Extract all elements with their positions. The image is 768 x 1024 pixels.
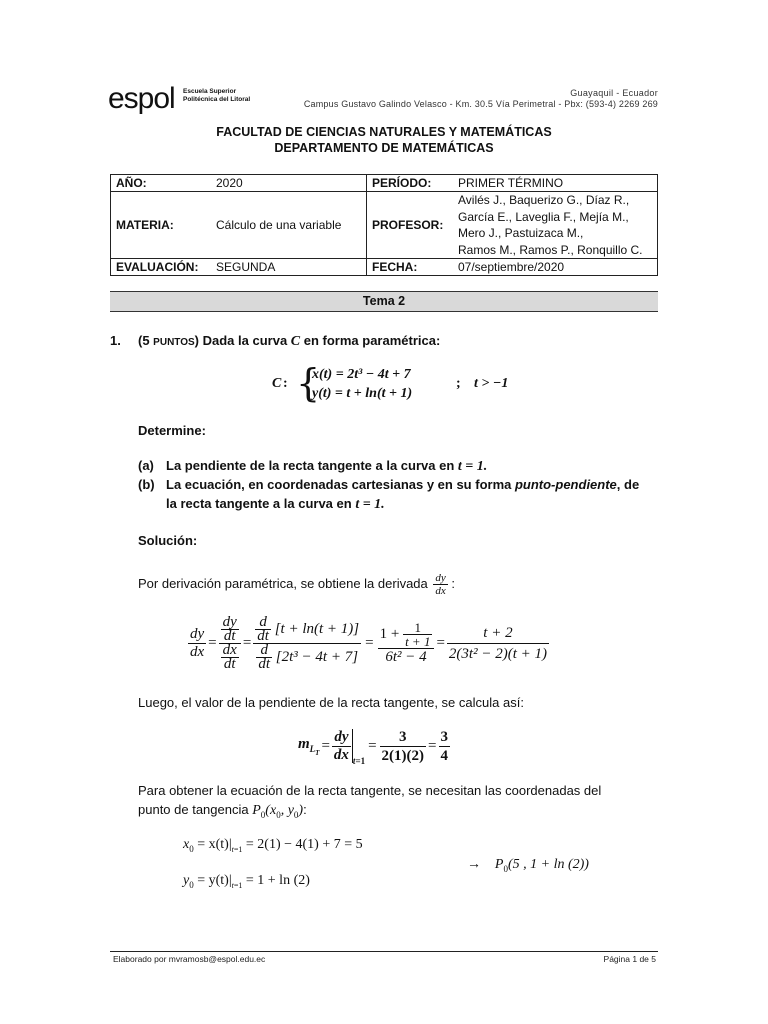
header-city: Guayaquil - Ecuador: [570, 88, 658, 98]
dydt-num: dy: [222, 613, 237, 630]
bracket-num: [t + ln(t + 1)]: [274, 620, 360, 637]
curve-colon: :: [283, 376, 288, 391]
paragraph-slope: Luego, el valor de la pendiente de la recta tangente, se calcula así:: [138, 695, 524, 710]
point-symbol: $P_0(x_0$, $y_0$): [252, 803, 304, 820]
equals-2: =: [242, 634, 252, 651]
derivative-equation: [188, 612, 549, 674]
arrow-icon: →: [467, 855, 481, 871]
profesor-line: Ramos M., Ramos P., Ronquillo C.: [458, 242, 643, 257]
y0-equation: [183, 873, 310, 890]
slope-equals-3: =: [428, 737, 437, 754]
curve-brace: {: [296, 361, 321, 405]
chain-num: [219, 613, 241, 644]
para3-text: punto de tangencia: [138, 802, 249, 817]
chain-den: [219, 641, 241, 672]
dydx-inline-num: dy: [435, 572, 446, 584]
item-b-text-3: la recta tangente a la curva en: [166, 496, 356, 511]
statement-after: en forma paramétrica:: [300, 333, 441, 348]
slope-symbol: $m_{L_T}$: [298, 735, 320, 757]
department-title: DEPARTAMENTO DE MATEMÁTICAS: [274, 141, 494, 155]
equals-1: =: [208, 634, 217, 651]
curve-x-equation: x(t) = 2t³ − 4t + 7: [312, 367, 411, 382]
footer-page-number: Página 1 de 5: [603, 954, 656, 964]
dydt-frac: [221, 613, 239, 644]
slope-equals-1: =: [321, 737, 330, 754]
final-frac: [447, 623, 549, 664]
slope-result-num: 3: [440, 728, 448, 745]
logo-sub-line-1: Escuela Superior: [183, 88, 237, 95]
table-row: [111, 175, 658, 192]
bracket-den: [2t³ − 4t + 7]: [275, 648, 359, 665]
expanded-den: [253, 641, 361, 672]
statement-before: Dada la curva: [199, 333, 291, 348]
item-a-label: (a): [138, 458, 154, 473]
point-p0: $P_0$: [494, 857, 508, 874]
materia-value: Cálculo de una variable: [211, 192, 367, 259]
footer-author: Elaborado por mvramosb@espol.edu.ec: [113, 954, 266, 964]
logo-sub-line-2: Politécnica del Litoral: [183, 96, 251, 103]
y0-symbol: $y_0$: [183, 873, 194, 890]
espol-logo: espol: [108, 82, 175, 115]
dydx-frac: [188, 626, 206, 661]
slope-dydx: [332, 729, 351, 764]
para1-colon: :: [451, 575, 456, 591]
slope-mid-frac: [380, 728, 426, 765]
equals-4: =: [436, 634, 445, 651]
problem-number: 1.: [110, 333, 121, 348]
para3-colon: :: [303, 802, 307, 817]
equals-3: =: [365, 634, 374, 651]
slope-result-frac: [439, 728, 451, 765]
points-close: ): [194, 333, 200, 348]
curve-symbol: C: [290, 334, 301, 349]
ddt-frac-den: [256, 641, 272, 672]
paragraph-tangent-point-1: Para obtener la ecuación de la recta tangente, se necesitan las coordenadas del: [138, 783, 602, 798]
slope-mid-den: 2(1)(2): [381, 747, 425, 764]
mid-den: 6t² − 4: [385, 648, 427, 665]
dydt-den: dt: [223, 627, 236, 644]
mid-frac: [378, 621, 435, 666]
item-a-text: La pendiente de la recta tangente a la curva en: [166, 458, 458, 473]
profesor-label: PROFESOR:: [367, 192, 454, 259]
footer-divider: [110, 951, 658, 952]
curve-y-equation: y(t) = t + ln(t + 1): [312, 386, 413, 401]
item-b-line-2: [166, 494, 385, 514]
slope-equals-2: =: [368, 737, 377, 754]
final-den: 2(3t² − 2)(t + 1): [448, 645, 547, 662]
curve-separator: ;: [456, 376, 461, 391]
table-row: [111, 259, 658, 276]
periodo-label: PERÍODO:: [367, 175, 454, 192]
dxdt-den: dt: [223, 655, 236, 672]
tema-heading: Tema 2: [110, 291, 658, 312]
item-b-math: t = 1.: [355, 497, 385, 512]
periodo-value: PRIMER TÉRMINO: [453, 175, 658, 192]
x0-equation: [183, 837, 363, 854]
item-a-math: t = 1.: [457, 459, 488, 474]
ddt-den-top: d: [256, 644, 272, 658]
dydx-num: dy: [190, 625, 205, 642]
item-b-text-2: , de: [616, 477, 640, 492]
materia-label: MATERIA:: [111, 192, 212, 259]
eval-at-t1: t=1: [352, 756, 366, 766]
inner-den: t + 1: [405, 633, 431, 649]
anio-label: AÑO:: [111, 175, 212, 192]
x0-symbol: $x_0$: [183, 837, 194, 854]
profesor-line: Avilés J., Baquerizo G., Díaz R.,: [458, 193, 630, 207]
ddt-num-bot: dt: [257, 627, 269, 644]
tangent-point-result: [467, 855, 589, 874]
table-row: [111, 192, 658, 259]
header-campus: Campus Gustavo Galindo Velasco - Km. 30.5 Vía Perimetral - Pbx: (593-4) 2269 269: [303, 99, 658, 109]
fecha-value: 07/septiembre/2020: [453, 259, 658, 276]
dxdt-num: dx: [222, 641, 237, 658]
paragraph-tangent-point-2: [138, 800, 307, 825]
profesor-value: [453, 192, 658, 259]
slope-mid-num: 3: [380, 728, 426, 747]
solution-label: Solución:: [138, 533, 198, 548]
paragraph-derivative: [138, 572, 455, 597]
mid-one: 1 +: [379, 625, 400, 642]
fecha-label: FECHA:: [367, 259, 454, 276]
logo-subtitle: [183, 88, 250, 104]
expanded-frac: [253, 613, 361, 672]
item-b-label: (b): [138, 477, 155, 492]
evaluacion-label: EVALUACIÓN:: [111, 259, 212, 276]
ddt-num-top: d: [255, 616, 271, 630]
evaluacion-value: SEGUNDA: [211, 259, 367, 276]
determine-label: Determine:: [138, 423, 206, 438]
exam-info-table: [110, 174, 658, 276]
points-open: (5: [138, 333, 154, 348]
dxdt-frac: [221, 641, 239, 672]
profesor-line: García E., Laveglia F., Mejía M.,: [458, 209, 629, 224]
item-b-emphasis: punto-pendiente: [514, 477, 617, 492]
points-word: PUNTOS: [153, 337, 195, 348]
slope-dydx-num: dy: [332, 729, 351, 747]
y0-eval: = $y(t)|_{t=1} = 1 + \ln (2)$: [197, 873, 310, 890]
curve-name: C: [272, 376, 282, 391]
point-coords: (5 , 1 + ln (2)): [507, 857, 589, 872]
dydx-den: dx: [190, 643, 205, 660]
item-b-text-1: La ecuación, en coordenadas cartesianas y en su forma: [166, 477, 515, 492]
final-num: t + 2: [447, 623, 549, 644]
anio-value: 2020: [211, 175, 367, 192]
profesor-line: Mero J., Pastuizaca M.,: [458, 226, 584, 240]
inner-num: 1: [403, 621, 432, 635]
problem-statement: [138, 331, 440, 352]
item-a: [166, 456, 487, 476]
slope-dydx-den: dx: [333, 746, 349, 763]
para1-text: Por derivación paramétrica, se obtiene la derivada: [138, 575, 428, 591]
x0-eval: = $x(t)|_{t=1} = 2(1) - 4(1) + 7 = 5$: [197, 837, 363, 854]
slope-equation: [298, 726, 450, 766]
inner-frac: [403, 621, 432, 648]
dydx-inline: [433, 572, 447, 597]
mid-num: [378, 621, 435, 649]
faculty-title: FACULTAD DE CIENCIAS NATURALES Y MATEMÁTICAS: [216, 125, 552, 139]
expanded-num: [253, 613, 361, 644]
ddt-den-bot: dt: [258, 655, 271, 672]
slope-result-den: 4: [440, 747, 448, 764]
curve-domain: t > −1: [474, 376, 509, 391]
ddt-frac-num: [255, 613, 271, 644]
dydx-inline-den: dx: [435, 585, 446, 597]
item-b-line-1: [166, 475, 639, 494]
chain-frac: [219, 613, 241, 672]
